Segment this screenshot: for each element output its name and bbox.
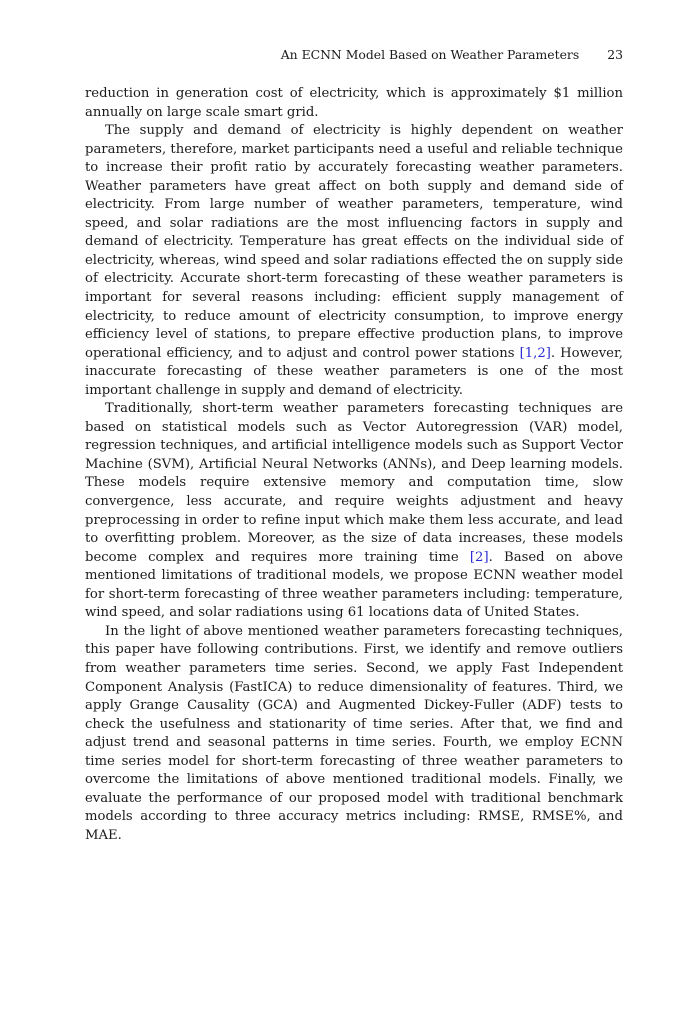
paragraph-3-text: Traditionally, short-term weather parameters forecasting techniques are based on statistical models such as Vector Autoregression (VAR) model, regression techniques, and artificial intelligence models such as Support Vector Machine (SVM), Artificial Neural Networks (ANNs), and Deep learning models. These models require extensive memory and computation time, slow convergence, less accurate, and require weights adjustment and heavy preprocessing in order to refine input which make them less accurate, and lead to overfitting problem. Moreover, as the size of data increases, these models become complex and requires more training time bbox=[85, 401, 623, 565]
paragraph-3-text-cont: . Based on above mentioned limitations of traditional models, we propose ECNN weather model for short-term forecasting of three weather parameters including: temperature, wind speed, and solar radiations using 61 locations data of United States. bbox=[85, 549, 623, 621]
paragraph-1: reduction in generation cost of electricity, which is approximately $1 million annually on large scale smart grid. bbox=[85, 86, 623, 120]
paragraph-2-text: The supply and demand of electricity is highly dependent on weather parameters, therefore, market participants need a useful and reliable technique to increase their profit ratio by accurately forecasting weather parameters. Weather parameters have great affect on both supply and demand side of electricity. From large number of weather parameters, temperature, wind speed, and solar radiations are the most influencing factors in supply and demand of electricity. Temperature has great effects on the individual side of electricity, whereas, wind speed and solar radiations effected the on supply side of electricity. Accurate short-term forecasting of these weather parameters is important for several reasons including: efficient supply management of electricity, to reduce amount of electricity consumption, to improve energy efficiency level of stations, to prepare effective production plans, to improve operational efficiency, and to adjust and control power stations bbox=[85, 123, 623, 361]
citation-link[interactable]: [2] bbox=[469, 549, 489, 565]
page-number: 23 bbox=[607, 47, 623, 62]
paragraph-2 bbox=[85, 122, 623, 400]
paragraph-2-text-cont: . However, inaccurate forecasting of these weather parameters is one of the most important challenge in supply and demand of electricity. bbox=[85, 345, 623, 398]
running-title: An ECNN Model Based on Weather Parameters bbox=[280, 47, 580, 62]
paragraph-4: In the light of above mentioned weather parameters forecasting techniques, this paper have following contributions. First, we identify and remove outliers from weather parameters time series. Second, we apply Fast Independent Component Analysis (FastICA) to reduce dimensionality of features. Third, we apply Grange Causality (GCA) and Augmented Dickey-Fuller (ADF) tests to check the usefulness and stationarity of time series. After that, we find and adjust trend and seasonal patterns in time series. Fourth, we employ ECNN time series model for short-term forecasting of three weather parameters to overcome the limitations of above mentioned traditional models. Finally, we evaluate the performance of our proposed model with traditional benchmark models according to three accuracy metrics including: RMSE, RMSE%, and MAE. bbox=[85, 623, 623, 843]
running-header bbox=[85, 47, 623, 63]
body-text bbox=[85, 85, 623, 845]
paragraph-3 bbox=[85, 400, 623, 623]
citation-link[interactable]: [1,2] bbox=[519, 345, 551, 361]
